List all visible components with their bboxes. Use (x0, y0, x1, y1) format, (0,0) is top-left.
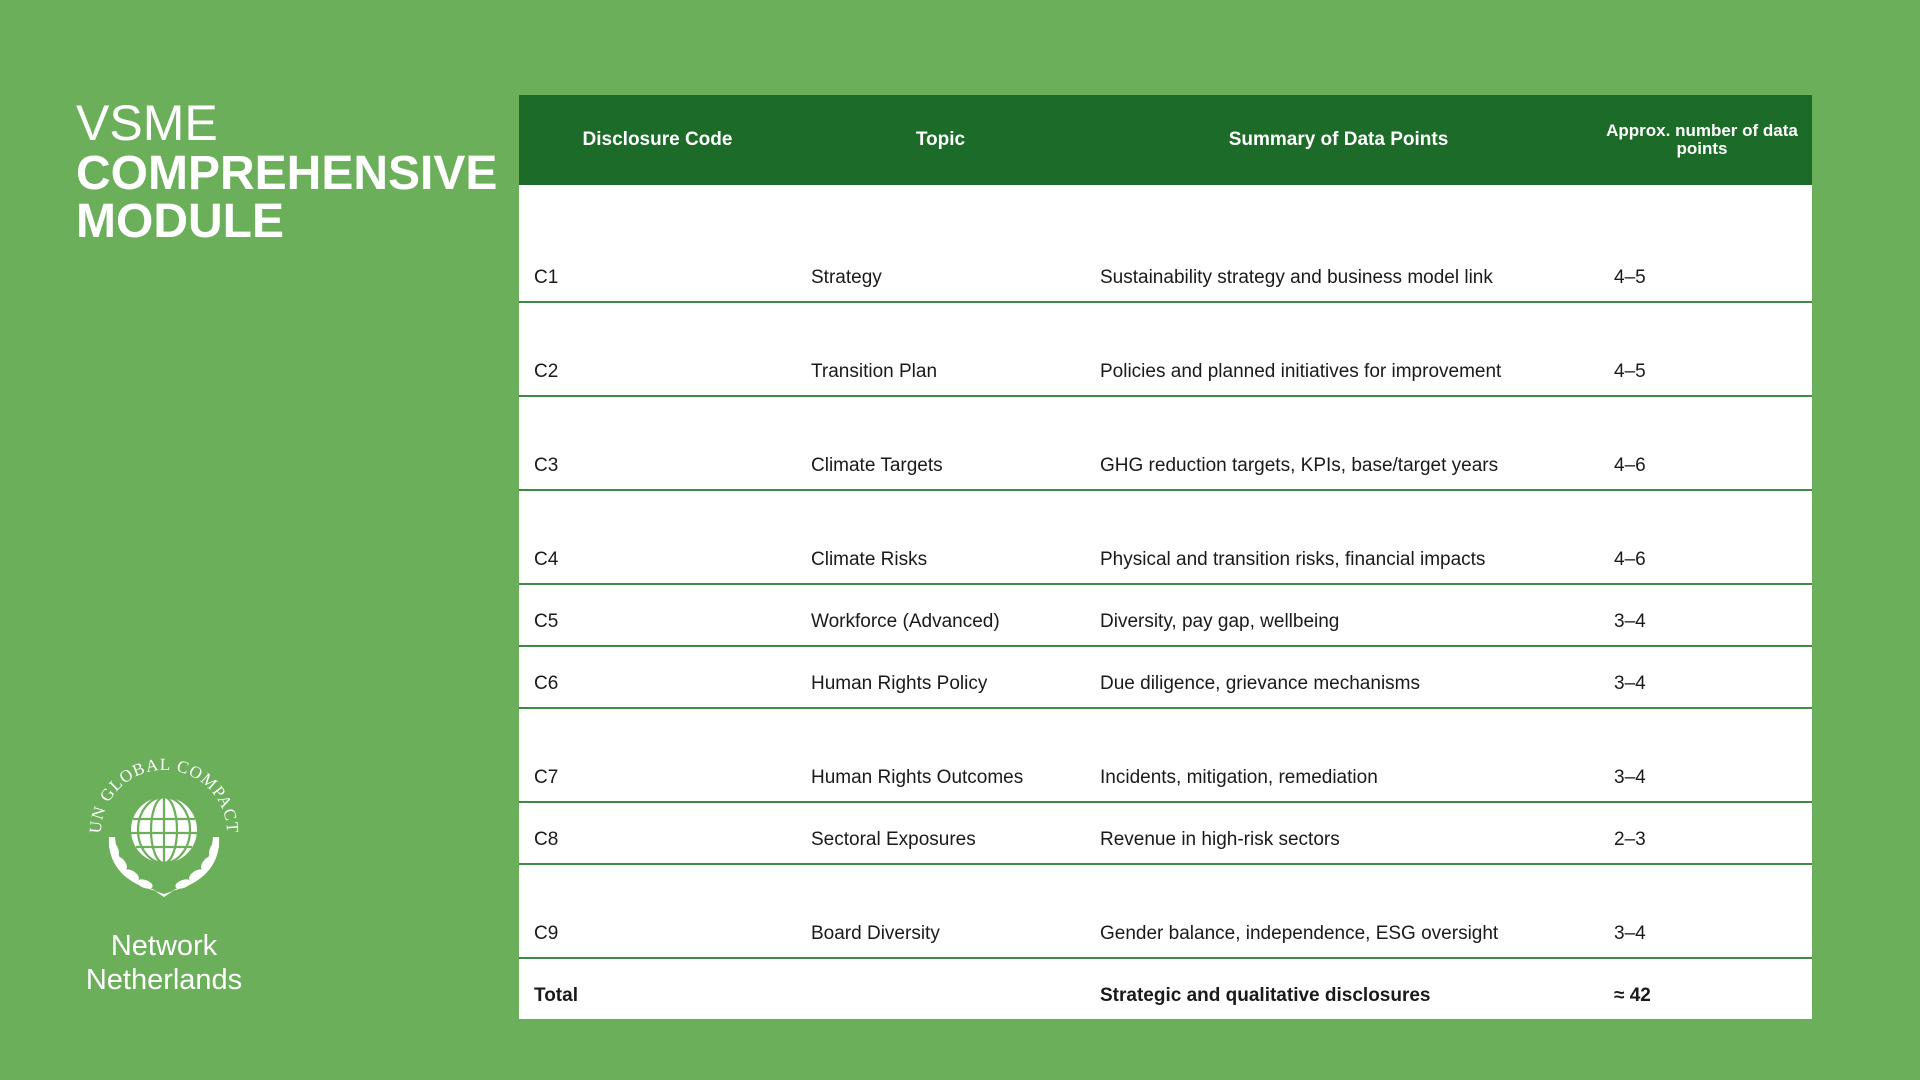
cell-summary: Diversity, pay gap, wellbeing (1085, 584, 1592, 646)
table-row (519, 708, 1812, 802)
cell-code: C6 (519, 646, 796, 708)
cell-count: 4–6 (1592, 490, 1812, 584)
cell-code: C8 (519, 802, 796, 864)
cell-count: 2–3 (1592, 802, 1812, 864)
cell-summary: Gender balance, independence, ESG oversight (1085, 864, 1592, 958)
table-total-row (519, 958, 1812, 1019)
title-line-vsme: VSME (76, 95, 218, 151)
logo-network-line1: Network (110, 930, 218, 962)
cell-summary: Sustainability strategy and business model link (1085, 185, 1592, 302)
cell-topic: Climate Targets (796, 396, 1085, 490)
cell-code: C2 (519, 302, 796, 396)
title-line-module: MODULE (76, 195, 284, 248)
cell-summary: Physical and transition risks, financial impacts (1085, 490, 1592, 584)
table-row (519, 802, 1812, 864)
logo-network-label (74, 929, 254, 997)
table-row (519, 646, 1812, 708)
header-summary: Summary of Data Points (1085, 95, 1592, 185)
cell-code: C3 (519, 396, 796, 490)
cell-code: C7 (519, 708, 796, 802)
cell-summary: Policies and planned initiatives for improvement (1085, 302, 1592, 396)
cell-summary: Incidents, mitigation, remediation (1085, 708, 1592, 802)
cell-count: 3–4 (1592, 646, 1812, 708)
total-summary: Strategic and qualitative disclosures (1100, 985, 1431, 1006)
cell-code: C5 (519, 584, 796, 646)
cell-topic: Climate Risks (796, 490, 1085, 584)
header-topic: Topic (796, 95, 1085, 185)
page-title (76, 95, 498, 248)
table-row (519, 490, 1812, 584)
table-row (519, 584, 1812, 646)
total-label: Total (534, 985, 578, 1006)
total-count: ≈ 42 (1614, 985, 1651, 1006)
table-row (519, 302, 1812, 396)
header-approx-count: Approx. number of data points (1592, 95, 1812, 185)
cell-code: C1 (519, 185, 796, 302)
un-global-compact-logo (74, 745, 254, 997)
cell-summary: GHG reduction targets, KPIs, base/target years (1085, 396, 1592, 490)
cell-count: 3–4 (1592, 708, 1812, 802)
cell-summary: Due diligence, grievance mechanisms (1085, 646, 1592, 708)
un-global-compact-emblem-icon (79, 745, 249, 915)
svg-text:UN GLOBAL COMPACT: UN GLOBAL COMPACT (85, 754, 243, 835)
cell-count: 3–4 (1592, 584, 1812, 646)
cell-code: C4 (519, 490, 796, 584)
cell-topic: Sectoral Exposures (796, 802, 1085, 864)
table-row (519, 185, 1812, 302)
cell-code: C9 (519, 864, 796, 958)
table-row (519, 396, 1812, 490)
cell-topic: Transition Plan (796, 302, 1085, 396)
title-line-comprehensive: COMPREHENSIVE (76, 147, 498, 200)
cell-count: 4–5 (1592, 302, 1812, 396)
cell-count: 3–4 (1592, 864, 1812, 958)
total-topic-empty (796, 958, 1085, 1019)
table-row (519, 864, 1812, 958)
cell-topic: Workforce (Advanced) (796, 584, 1085, 646)
cell-topic: Board Diversity (796, 864, 1085, 958)
logo-network-line2: Netherlands (85, 964, 243, 996)
cell-topic: Human Rights Policy (796, 646, 1085, 708)
cell-summary: Revenue in high-risk sectors (1085, 802, 1592, 864)
table-header-row (519, 95, 1812, 185)
cell-count: 4–5 (1592, 185, 1812, 302)
cell-topic: Strategy (796, 185, 1085, 302)
header-disclosure-code: Disclosure Code (519, 95, 796, 185)
disclosure-table (519, 95, 1812, 1019)
cell-count: 4–6 (1592, 396, 1812, 490)
cell-topic: Human Rights Outcomes (796, 708, 1085, 802)
